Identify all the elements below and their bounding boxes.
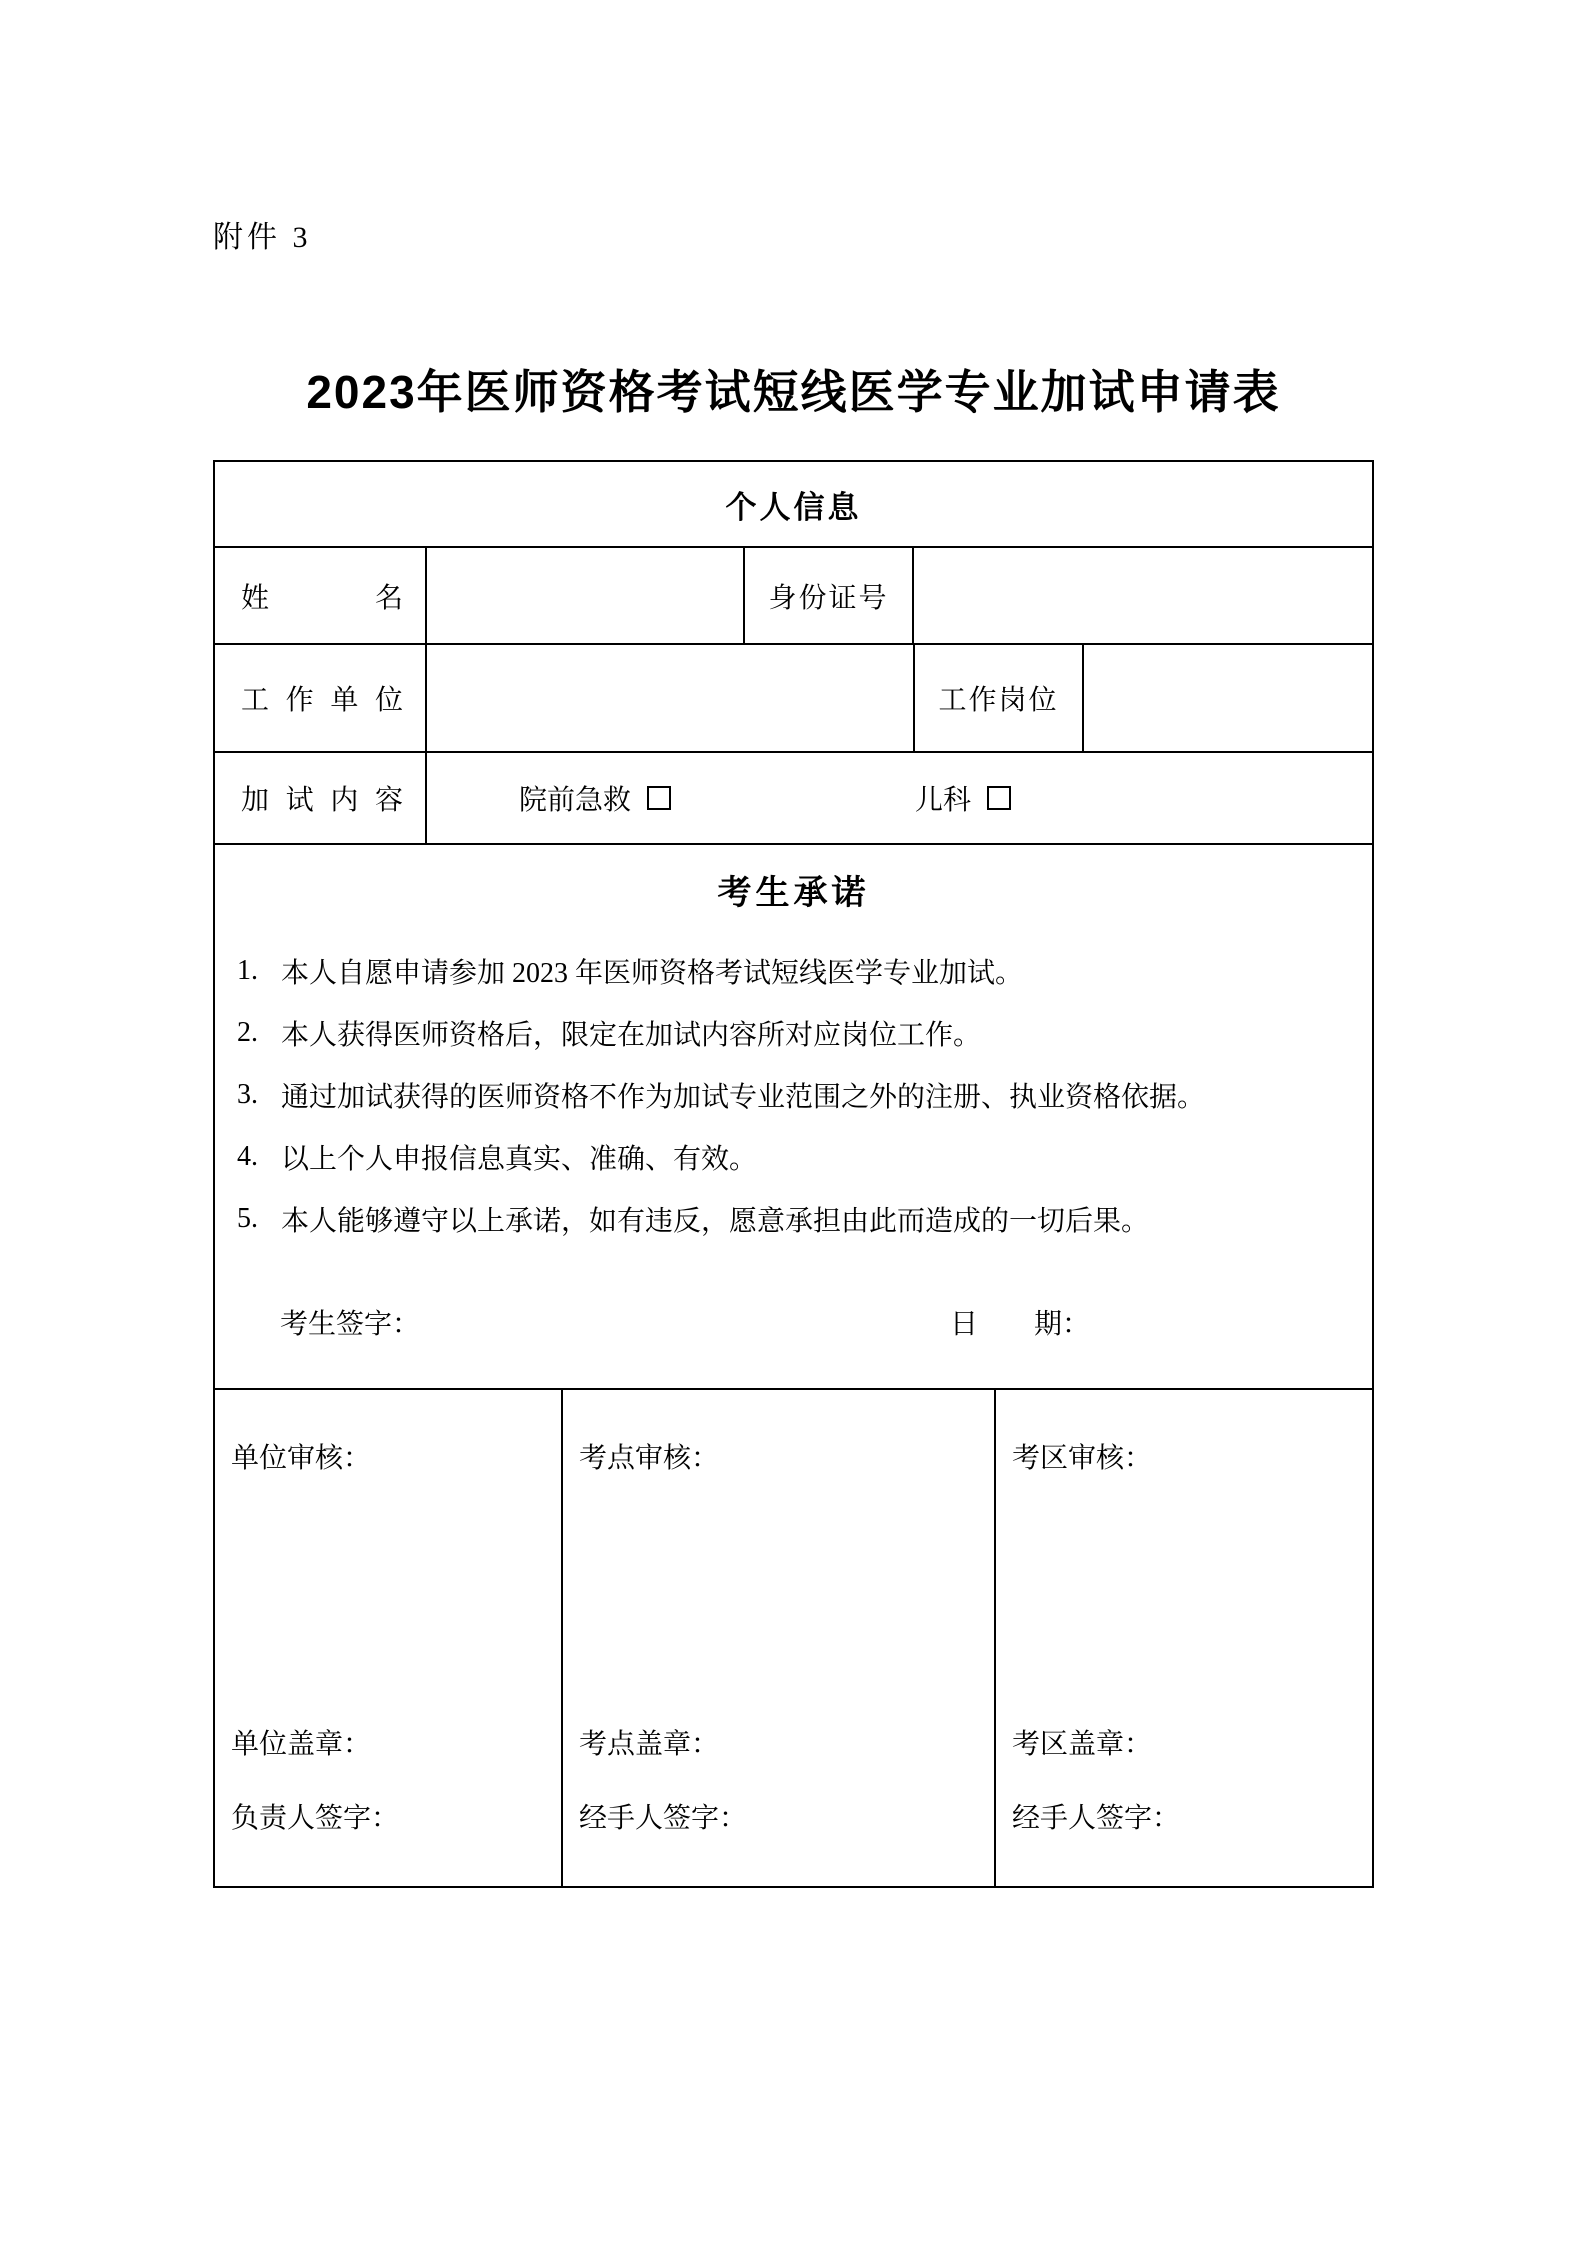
promise-item-text: 以上个人申报信息真实、准确、有效。 bbox=[281, 1144, 758, 1175]
checkbox-pediatrics[interactable] bbox=[987, 786, 1011, 810]
name-input-cell[interactable] bbox=[425, 548, 743, 643]
work-unit-label: 工作单位 bbox=[241, 685, 403, 716]
job-position-input-cell[interactable] bbox=[1082, 645, 1372, 751]
id-number-input-cell[interactable] bbox=[912, 548, 1372, 643]
district-review-cell[interactable] bbox=[994, 1390, 1372, 1886]
checkbox-pre-hospital[interactable] bbox=[647, 786, 671, 810]
name-id-row bbox=[215, 546, 1372, 643]
id-number-label: 身份证号 bbox=[743, 548, 912, 643]
unit-review-cell[interactable] bbox=[215, 1390, 561, 1886]
promise-item bbox=[227, 1064, 1356, 1126]
work-unit-label-cell bbox=[215, 645, 425, 751]
unit-review-label: 单位审核： bbox=[231, 1443, 372, 1474]
site-handler-signature-label: 经手人签字： bbox=[579, 1803, 748, 1834]
promise-item-text: 本人获得医师资格后，限定在加试内容所对应岗位工作。 bbox=[281, 1020, 982, 1051]
unit-seal-label: 单位盖章： bbox=[231, 1729, 372, 1760]
candidate-promise-section bbox=[215, 843, 1372, 1388]
signature-row bbox=[215, 1302, 1372, 1342]
promise-item-text: 本人能够遵守以上承诺，如有违反，愿意承担由此而造成的一切后果。 bbox=[281, 1206, 1150, 1237]
promise-list bbox=[227, 940, 1356, 1250]
option-pre-hospital bbox=[519, 778, 671, 818]
promise-title: 考生承诺 bbox=[717, 874, 870, 912]
job-position-label: 工作岗位 bbox=[913, 645, 1082, 751]
personal-info-header-row bbox=[215, 462, 1372, 546]
promise-item bbox=[227, 1126, 1356, 1188]
promise-item-number: 3. bbox=[237, 1079, 258, 1110]
work-unit-input-cell[interactable] bbox=[425, 645, 913, 751]
additional-test-label-cell bbox=[215, 753, 425, 843]
promise-item-text: 通过加试获得的医师资格不作为加试专业范围之外的注册、执业资格依据。 bbox=[281, 1082, 1206, 1113]
promise-item-number: 4. bbox=[237, 1141, 258, 1172]
work-row bbox=[215, 643, 1372, 751]
site-review-label: 考点审核： bbox=[579, 1443, 720, 1474]
promise-item-number: 1. bbox=[237, 955, 258, 986]
district-review-label: 考区审核： bbox=[1012, 1443, 1153, 1474]
page-title: 2023年医师资格考试短线医学专业加试申请表 bbox=[306, 366, 1281, 418]
promise-item-text: 本人自愿申请参加 2023 年医师资格考试短线医学专业加试。 bbox=[281, 958, 1024, 989]
additional-test-options-cell bbox=[425, 753, 1372, 843]
promise-item bbox=[227, 940, 1356, 1002]
additional-test-row bbox=[215, 751, 1372, 843]
promise-item bbox=[227, 1002, 1356, 1064]
attachment-label: 附件 3 bbox=[213, 221, 312, 254]
promise-item-number: 2. bbox=[237, 1017, 258, 1048]
site-seal-label: 考点盖章： bbox=[579, 1729, 720, 1760]
personal-info-header: 个人信息 bbox=[725, 489, 862, 525]
option-pediatrics bbox=[915, 778, 1011, 818]
review-section bbox=[215, 1388, 1372, 1886]
district-seal-label: 考区盖章： bbox=[1012, 1729, 1153, 1760]
site-review-cell[interactable] bbox=[561, 1390, 994, 1886]
option-pre-hospital-label: 院前急救 bbox=[519, 785, 632, 816]
promise-item bbox=[227, 1188, 1356, 1250]
candidate-signature-label: 考生签字： bbox=[280, 1309, 421, 1340]
unit-responsible-signature-label: 负责人签字： bbox=[231, 1803, 400, 1834]
date-label: 日 期： bbox=[950, 1309, 1091, 1340]
additional-test-label: 加试内容 bbox=[241, 785, 403, 816]
application-form-table bbox=[213, 460, 1374, 1888]
promise-item-number: 5. bbox=[237, 1203, 258, 1234]
option-pediatrics-label: 儿科 bbox=[915, 785, 972, 816]
name-label-cell bbox=[215, 548, 425, 643]
district-handler-signature-label: 经手人签字： bbox=[1012, 1803, 1181, 1834]
name-label: 姓名 bbox=[241, 582, 403, 614]
